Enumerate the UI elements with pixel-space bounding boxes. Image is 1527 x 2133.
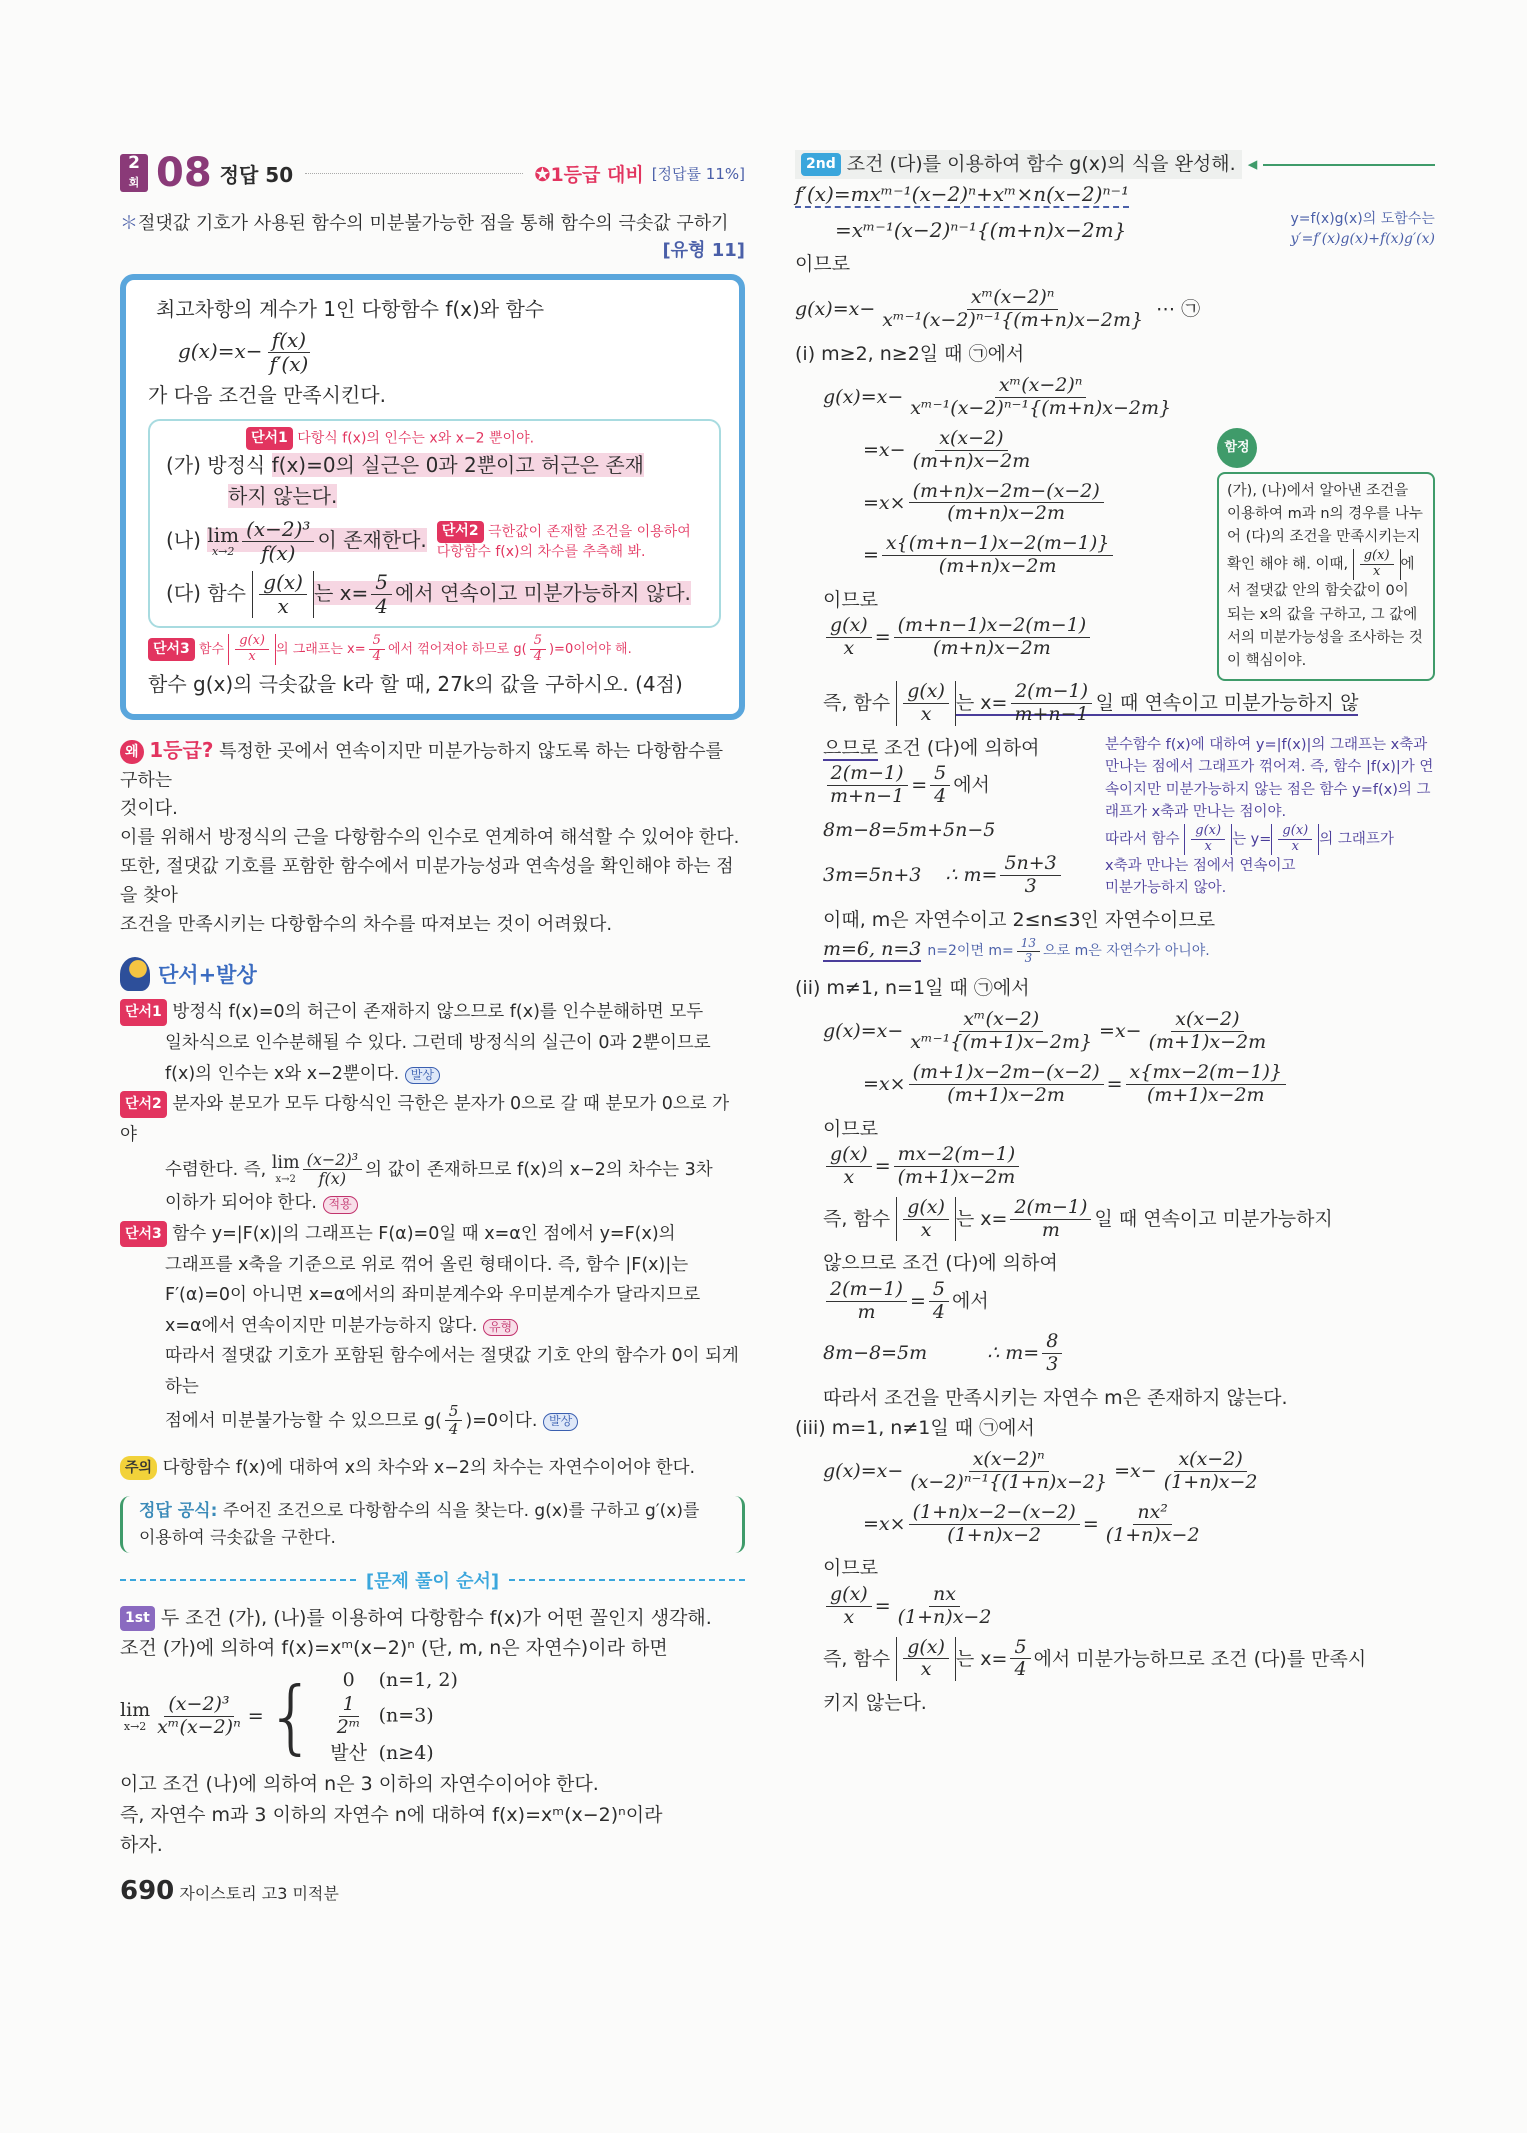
cii-m-num: 8: [1042, 1331, 1062, 1354]
case-1-value: 0: [342, 1668, 355, 1691]
clue-3-line-2: 그래프를 x축을 기준으로 위로 꺾어 올린 형태이다. 즉, 함수 |F(x)|는: [165, 1254, 689, 1275]
grade-label: [535, 160, 644, 187]
trap-line-1: (가), (나)에서 알아낸 조건을 이용하여 m과 n의 경우를 나누어 (다)의 조건을 만족시키는지 확인: [1227, 482, 1423, 573]
ci-s5: 조건 (다)에 의하여: [878, 736, 1040, 759]
ciii-e1b-den: (1+n)x−2: [1163, 1470, 1258, 1493]
conditions-box: [148, 419, 721, 628]
ci-den: xᵐ⁻¹(x−2)ⁿ⁻¹{(m+n)x−2m}: [910, 397, 1172, 420]
na-num: (x−2)³: [242, 518, 314, 542]
ciii-s4: 키지 않는다.: [823, 1692, 927, 1715]
trap-line-2b: 에서: [1227, 556, 1415, 600]
da-frac-den: 4: [375, 594, 388, 618]
ci-e2-den: (m+n)x−2m: [912, 449, 1031, 472]
side-note-2c: 의 그래프가: [1319, 831, 1394, 848]
ci-s1: 즉, 함수: [823, 691, 891, 714]
step-2-badge: 2nd: [801, 153, 841, 177]
asterisk-icon: ＊: [120, 213, 138, 234]
clue-3-badge: 단서3: [120, 1221, 167, 1248]
lim-sub: x→2: [211, 545, 235, 559]
cii-eqr-den: 4: [932, 1300, 945, 1323]
formula-label: 정답 공식:: [139, 1501, 218, 1522]
ci-gx-den: x: [843, 637, 855, 660]
hint-3-c: 에서 꺾어져야 하므로 g: [387, 641, 522, 657]
clue-3-line-3: F′(α)=0이 아니면 x=α에서의 좌미분계수와 우미분계수가 달라지므로: [165, 1285, 701, 1306]
ciii-e1b: =x−: [1114, 1459, 1157, 1482]
cii-e1b-num: x(x−2): [1171, 1009, 1243, 1032]
case-iii-heading: (iii) m=1, n≠1일 때 ㉠에서: [795, 1416, 1035, 1439]
condition-ga: [166, 450, 707, 512]
why-section: [120, 734, 745, 940]
ciii-lhs: g(x)=x−: [823, 1459, 904, 1482]
problem-box: [120, 274, 745, 720]
hint-3-fn: 5: [369, 634, 385, 650]
round-number: 2: [128, 153, 140, 173]
hint-2-badge: 단서2: [437, 521, 484, 543]
cii-s2: 는 x=: [955, 1207, 1008, 1230]
condition-na: [166, 518, 427, 565]
fprime-line-2: =xᵐ⁻¹(x−2)ⁿ⁻¹{(m+n)x−2m}: [835, 217, 1127, 242]
ciii-x-den: 4: [1014, 1658, 1027, 1681]
step-2: [795, 150, 1435, 1719]
g-num: f(x): [268, 329, 310, 353]
clue-3-fd: 4: [448, 1419, 459, 1438]
trap-pin-icon: [1217, 428, 1257, 468]
ci-e3-num: (m+n)x−2m−(x−2): [909, 481, 1104, 504]
clue-2-tag: 적용: [323, 1196, 358, 1214]
case-2-den: 2ᵐ: [336, 1716, 361, 1739]
why-line-3: 이를 위해서 방정식의 근을 다항함수의 인수로 연계하여 해석할 수 있어야 한다.: [120, 827, 740, 849]
ci-line-1: 8m−8=5m+5n−5: [823, 818, 996, 841]
grade-text: 1등급 대비: [550, 163, 644, 186]
ciii-gx-den: x: [843, 1605, 855, 1628]
ciii-e1b-num: x(x−2): [1174, 1449, 1246, 1472]
hint-1-text: 다항식 f(x)의 인수는 x와 x−2 뿐이야.: [297, 430, 535, 447]
case-1-cond: (n=1, 2): [378, 1668, 458, 1691]
cii-s1: 즉, 함수: [823, 1207, 891, 1230]
g-den: f′(x): [269, 352, 309, 376]
clue-3-tag-2: 발상: [543, 1413, 578, 1431]
imro-2: 이므로: [823, 588, 879, 611]
round-badge: [120, 154, 148, 192]
side-note-2d: x축과 만나는 점에서 연속이고: [1105, 857, 1296, 874]
side-note-abs-graph: [1105, 734, 1435, 900]
clue-1: [120, 997, 745, 1089]
side-note-1: 분수함수 f(x)에 대하여 y=|f(x)|의 그래프는 x축과 만나는 점에서 그래프가 꺾어져. 즉, 함수 |f(x)|가 연속이지만 미분가능하지 않는 점은 함수 y=f(x)의 그래프가 x축과 만나는 점이야.: [1105, 736, 1434, 821]
trap-den: x: [1372, 564, 1381, 580]
clue-2-line-2b: 의 값이 존재하므로 f(x)의 x−2의 차수는 3차: [365, 1159, 713, 1180]
cii-eqr-num: 5: [929, 1279, 949, 1302]
lightbulb-head-icon: [120, 957, 150, 991]
correct-rate: [정답률 11%]: [651, 164, 745, 183]
cii-e2-lhs: =x×: [863, 1072, 906, 1095]
condition-da: [166, 571, 707, 618]
footer: [120, 1875, 745, 1909]
case-i-side-row: 으므로 조건 (다)에 의하여 $\frac{2(m-1)}{m+n-1}$ = $\frac{5}{4}$ 에서 8m−8=5m+5n−5 3m=5n+3 ∴ m= $\frac{5n+3}{3}$ 분수함수 f(x)에 대하여 y=|f(x)|의 그래프는 x축과 만나는 점에서 그래프가 꺾어져. 즉, 함수 |f(x)|가 연속이지만 미분가능하지 않는 점은 함수 y=f(x)의 그래프가 x축과 만나는 점이야. 따라서 함수 $\frac{g(x)}{x}$ 는 y= $\frac{g(x)}{x}$ 의 그래프가 x축과 만나는 점에서 연속이고 미분가능하지 않아.: [823, 734, 1435, 906]
cii-eq-den: m: [857, 1300, 876, 1323]
ci-eqr-num: 5: [930, 763, 950, 786]
ciii-r-den: (1+n)x−2: [897, 1605, 992, 1628]
trap-note: [1217, 472, 1435, 681]
clue-1-line-2: 일차식으로 인수분해될 수 있다. 그런데 방정식의 실근이 0과 2뿐이므로: [165, 1033, 711, 1054]
da-num: g(x): [259, 571, 307, 595]
case-i-equations: [795, 375, 1435, 966]
step-2-header: [795, 150, 1435, 179]
ci-e2-num: x(x−2): [935, 428, 1007, 451]
g-eq-1: [795, 287, 1435, 332]
ci-e4-lhs: =: [863, 544, 879, 567]
clue-1-tag: 발상: [405, 1067, 440, 1085]
ci-eq-den: m+n−1: [830, 785, 905, 808]
formula-line-2: 이용하여 극솟값을 구한다.: [139, 1527, 336, 1548]
clue-1-line-1: 방정식 f(x)=0의 허근이 존재하지 않으므로 f(x)를 인수분해하면 모두: [172, 1002, 704, 1023]
step-1: [120, 1603, 745, 1861]
ci-e3-lhs: =x×: [863, 491, 906, 514]
hint-2: [437, 521, 691, 562]
clue-3-fn: 5: [445, 1403, 463, 1421]
ci-e2-lhs: =x−: [863, 438, 906, 461]
trap-badge: 함정: [1224, 439, 1250, 455]
trap-connector-top: [1263, 164, 1435, 166]
note-line-2: y′=f′(x)g(x)+f(x)g′(x): [1290, 231, 1435, 248]
clue-2-line-3: 이하가 되어야 한다.: [165, 1193, 317, 1214]
caution: [120, 1454, 745, 1482]
why-title: 1등급?: [149, 737, 214, 762]
clues-body: [120, 997, 745, 1438]
cii-e1b: =x−: [1099, 1020, 1142, 1043]
case-3-value: 발산: [330, 1741, 367, 1764]
hint-3-den: x: [248, 648, 256, 664]
cii-gx-num: g(x): [826, 1144, 872, 1167]
cii-e2-den: (m+1)x−2m: [947, 1083, 1065, 1106]
g-den: xᵐ⁻¹(x−2)ⁿ⁻¹{(m+n)x−2m}: [882, 308, 1144, 331]
trap-line-2a: 해야 해. 이때,: [1259, 556, 1349, 573]
step-1-num: (x−2)³: [164, 1694, 233, 1717]
ci-e4-num: x{(m+n−1)x−2(m−1)}: [882, 533, 1113, 556]
step-2-title: 조건 (다)를 이용하여 함수 g(x)의 식을 완성해.: [846, 153, 1236, 175]
cii-line-1: 8m−8=5m: [823, 1342, 928, 1365]
case-ii-equations: g(x)=x− $\frac{\text{xᵐ(x−2)}}{\text{xᵐ⁻¹\{(m+1)x−2m\}}}$ =x− $\frac{x(x-2)}{(m+1)x-2m}$ =x× $\frac{(m+1)x-2m-(x-2)}{(m+1)x-2m}$ = $\frac{x\{mx-2(m-1)\}}{(m+1)x-2m}$ 이므로 $\frac{g(x)}{x}$ = $\frac{mx-2(m-1)}{(m+1)x-2m}$ 즉, 함수 $\frac{g(x)}{x}$ 는 x= $\frac{2(m-1)}{m}$ 일 때 연속이고 미분가능하지 않으므로 조건 (다)에 의하여 $\frac{2(m-1)}{m}$ = $\frac{5}{4}$ 에서 8m−8=5m ∴ m= $\frac{8}{3}$ 따라서 조건을 만족시키는 자연수 m은 존재하지 않는다.: [795, 1009, 1435, 1413]
ci-eqr-den: 4: [934, 785, 947, 808]
hint-3-b: 의 그래프는 x=: [276, 641, 366, 657]
ciii-e1-num: x(x−2)ⁿ: [969, 1449, 1049, 1472]
ci-x-num: 2(m−1): [1011, 681, 1092, 704]
ci-line-2b: ∴ m=: [945, 864, 998, 887]
step-1-den: xᵐ(x−2)ⁿ: [157, 1716, 241, 1739]
step-1-sub: x→2: [123, 1719, 147, 1733]
clue-2-den: f(x): [318, 1168, 347, 1188]
clue-3-line-6a: 점에서 미분불가능할 수 있으므로 g: [165, 1410, 436, 1431]
hint-3-fd2: 4: [533, 648, 542, 664]
type-tag: [유형 11]: [662, 240, 745, 261]
ci-line-2: 3m=5n+3: [823, 864, 922, 887]
ci-r-num: (m+n−1)x−2(m−1): [894, 615, 1091, 638]
cii-e1b-den: (m+1)x−2m: [1148, 1031, 1267, 1054]
problem-intro: 최고차항의 계수가 1인 다항함수 f(x)와 함수: [156, 297, 545, 321]
round-label: 회: [128, 176, 140, 189]
ci-r-den: (m+n)x−2m: [933, 637, 1051, 660]
ci-note-a: n=2이면 m=: [927, 943, 1014, 960]
case-iii-equations: g(x)=x− $\frac{\text{x(x−2)ⁿ}}{\text{(x−2)ⁿ⁻¹\{(1+n)x−2\}}}$ =x− $\frac{x(x-2)}{(1+n)x-2}$ =x× $\frac{(1+n)x-2-(x-2)}{(1+n)x-2}$ = $\frac{\text{nx²}}{(1+n)x-2}$ 이므로 $\frac{g(x)}{x}$ = $\frac{nx}{(1+n)x-2}$ 즉, 함수 $\frac{g(x)}{x}$ 는 x= $\frac{5}{4}$ 에서 미분가능하므로 조건 (다)를 만족시 키지 않는다.: [795, 1449, 1435, 1719]
ci-lhs: g(x)=x−: [823, 386, 904, 409]
cii-e1-den: xᵐ⁻¹{(m+1)x−2m}: [910, 1031, 1093, 1054]
ciii-gx-num: g(x): [826, 1584, 872, 1607]
case-ii-heading: (ii) m≠1, n=1일 때 ㉠에서: [795, 976, 1030, 999]
formula-line-1: 주어진 조건으로 다항함수의 식을 찾는다. g(x)를 구하고 g′(x)를: [222, 1501, 700, 1522]
topic: [120, 210, 745, 237]
g-lhs: g(x)=x−: [178, 339, 263, 363]
da-tail: 에서 연속이고 미분가능하지 않다.: [395, 581, 691, 605]
case-2-num: 1: [339, 1694, 359, 1717]
imro-1: 이므로: [795, 252, 851, 275]
clues-title: [120, 957, 745, 991]
cii-e2b-den: (m+1)x−2m: [1146, 1083, 1265, 1106]
ci-note-den: 3: [1024, 950, 1033, 965]
hint-3-badge: 단서3: [148, 638, 195, 661]
cii-abs-num: g(x): [903, 1197, 949, 1220]
clue-3: 단서3 함수 y=|F(x)|의 그래프는 F(α)=0일 때 x=α인 점에서 y=F(x)의 그래프를 x축을 기준으로 위로 꺾어 올린 형태이다. 즉, 함수 |F(x)|는 F′(α)=0이 아니면 x=α에서의 좌미분계수와 우미분계수가 달라지므로 x=α에서 연속이지만 미분가능하지 않다. 유형 따라서 절댓값 기호가 포함된 함수에서는 절댓값 기호 안의 함수가 0이 되게 하는 점에서 미분불가능할 수 있으므로 g( $\frac{5}{4}$ )=0이다. 발상: [120, 1219, 745, 1438]
hint-3-d: =0이어야 해.: [554, 641, 632, 657]
cii-r-den: (m+1)x−2m: [897, 1165, 1016, 1188]
hint-2-line-2: 다항함수 f(x)의 차수를 추측해 봐.: [436, 543, 646, 560]
cii-m-den: 3: [1046, 1353, 1059, 1376]
problem-satisfy: 가 다음 조건을 만족시킨다.: [148, 383, 386, 407]
ciii-e2b-num: nx²: [1133, 1502, 1172, 1525]
clues-title-text: 단서+발상: [158, 963, 257, 988]
ciii-s2: 는 x=: [955, 1647, 1008, 1670]
step-1-line-3: 즉, 자연수 m과 3 이하의 자연수 n에 대하여 f(x)=xᵐ(x−2)ⁿ이라: [120, 1803, 663, 1826]
imro-3: 이므로: [823, 1117, 879, 1140]
g-num: xᵐ(x−2)ⁿ: [967, 287, 1059, 310]
ga-text-2: 하지 않는다.: [228, 484, 338, 508]
hint-1-badge: 단서1: [246, 427, 293, 450]
hint-3-fn2: 5: [530, 634, 546, 650]
ciii-abs-den: x: [920, 1658, 932, 1681]
clue-3-line-1: 함수 y=|F(x)|의 그래프는 F(α)=0일 때 x=α인 점에서 y=F(x)의: [172, 1223, 676, 1244]
why-badge: 왜: [120, 740, 144, 764]
ci-m-den: 3: [1024, 875, 1037, 898]
g-lhs: g(x)=x−: [795, 297, 876, 320]
side-den-2: x: [1291, 838, 1299, 854]
side-num-1: g(x): [1191, 824, 1225, 840]
ci-abs-den: x: [920, 702, 932, 725]
ci-s4: 으므로: [823, 736, 879, 759]
hint-3-num: g(x): [235, 634, 269, 650]
caution-text: 다항함수 f(x)에 대하여 x의 차수와 x−2의 차수는 자연수이어야 한다.: [162, 1458, 696, 1479]
step-1-badge: 1st: [120, 1606, 155, 1630]
ci-note-num: 13: [1017, 937, 1040, 952]
da-label: (다) 함수: [166, 581, 246, 605]
ciii-e2-num: (1+n)x−2−(x−2): [909, 1502, 1080, 1525]
trap-area: [1217, 428, 1435, 681]
left-column: [120, 150, 745, 1908]
clue-1-line-3: f(x)의 인수는 x와 x−2뿐이다.: [165, 1063, 400, 1084]
cii-r-num: mx−2(m−1): [894, 1144, 1020, 1167]
trap-num: g(x): [1360, 549, 1394, 565]
step-1-line-2: 이고 조건 (나)에 의하여 n은 3 이하의 자연수이어야 한다.: [120, 1773, 599, 1796]
da-mid: 는 x=: [313, 581, 369, 605]
hint-3: 단서3 함수 $\frac{g(x)}{x}$ 의 그래프는 x= $\frac{5}{4}$ 에서 꺾어져야 하므로 g( $\frac{5}{4}$ )=0이어야 해.: [148, 634, 721, 665]
ciii-e2-den: (1+n)x−2: [947, 1523, 1042, 1546]
trap-line-3: 절댓값 안의 함숫값이 0이 되는 x의 값을 구하고, 그 값에서의 미분가능성을 조사하는 것이 핵심이야.: [1227, 583, 1423, 669]
da-den: x: [277, 594, 289, 618]
condition-na-row: [166, 518, 707, 565]
cii-x-den: m: [1041, 1218, 1060, 1241]
ci-eq-tail: 에서: [953, 774, 990, 797]
divider-line-right: [509, 1579, 745, 1581]
limit-cases: lim x→2 $\frac{\text{(x−2)³}}{\text{xᵐ(x−2)ⁿ}}$ = { 0 (n=1, 2) $\frac{1}{\text{2ᵐ}}$ (n=3) 발산 (n≥4): [120, 1666, 745, 1768]
product-rule-note: [1291, 210, 1435, 249]
ci-num: xᵐ(x−2)ⁿ: [995, 375, 1087, 398]
book-title: 자이스토리 고3 미적분: [179, 1883, 339, 1903]
why-line-4: 또한, 절댓값 기호를 포함한 함수에서 미분가능성과 연속성을 확인해야 하는 점을 찾아: [120, 856, 734, 906]
side-note-2b: 는 y=: [1232, 831, 1272, 848]
case-2-cond: (n=3): [378, 1704, 434, 1727]
why-line-1: 특정한 곳에서 연속이지만 미분가능하지 않도록 하는 다항함수를 구하는: [120, 740, 723, 791]
case-3-cond: (n≥4): [378, 1741, 434, 1764]
clue-2-lim: lim: [271, 1153, 300, 1174]
divider-line-left: [120, 1579, 356, 1581]
hint-2-line-1: 극한값이 존재할 조건을 이용하여: [488, 523, 691, 540]
problem-header: [120, 150, 745, 196]
na-tail: 이 존재한다.: [317, 528, 427, 552]
clue-2-num: (x−2)³: [303, 1151, 363, 1170]
ciii-e1-den: (x−2)ⁿ⁻¹{(1+n)x−2}: [910, 1470, 1108, 1493]
g-tag: ⋯ ㉠: [1156, 297, 1201, 320]
step-1-line-4: 하자.: [120, 1834, 163, 1857]
page-number: 690: [120, 1875, 175, 1906]
why-line-2: 것이다.: [120, 798, 178, 820]
cii-x-num: 2(m−1): [1010, 1197, 1091, 1220]
ciii-r-num: nx: [929, 1584, 960, 1607]
caution-badge: 주의: [120, 1456, 157, 1480]
clue-1-badge: 단서1: [120, 999, 167, 1026]
ciii-abs-num: g(x): [903, 1637, 949, 1660]
cii-e2-num: (m+1)x−2m−(x−2): [909, 1062, 1104, 1085]
da-frac-num: 5: [371, 571, 392, 595]
hint-3-a: 함수: [198, 641, 225, 657]
ci-e3-den: (m+n)x−2m: [947, 502, 1066, 525]
clue-2-badge: 단서2: [120, 1091, 167, 1118]
clue-2-line-2a: 수렴한다. 즉,: [165, 1159, 267, 1180]
step-1-lim: lim: [120, 1699, 151, 1722]
cii-eq-tail: 에서: [951, 1289, 989, 1312]
cii-eq-num: 2(m−1): [826, 1279, 907, 1302]
fprime-line-1: f′(x)=mxᵐ⁻¹(x−2)ⁿ+xᵐ×n(x−2)ⁿ⁻¹: [795, 182, 1130, 207]
cii-abs-den: x: [920, 1218, 932, 1241]
step-1-line-1: 조건 (가)에 의하여 f(x)=xᵐ(x−2)ⁿ (단, m, n은 자연수)이라 하면: [120, 1637, 668, 1660]
ci-line-3: 이때, m은 자연수이고 2≤n≤3인 자연수이므로: [823, 909, 1216, 931]
g-definition: [148, 329, 721, 376]
topic-text: 절댓값 기호가 사용된 함수의 미분불가능한 점을 통해 함수의 극솟값 구하기: [138, 213, 729, 234]
cii-s3: 일 때 연속이고 미분가능하지: [1094, 1207, 1333, 1230]
ci-m-num: 5n+3: [1000, 853, 1060, 876]
side-den-1: x: [1204, 838, 1212, 854]
hint-1: [166, 427, 707, 450]
ci-x-den: m+n−1: [1014, 702, 1089, 725]
case-i-trap-row: [823, 428, 1435, 681]
imro-4: 이므로: [823, 1557, 879, 1580]
cii-line-2: 따라서 조건을 만족시키는 자연수 m은 존재하지 않는다.: [823, 1387, 1288, 1410]
na-label: (나): [166, 528, 201, 552]
ci-e4-den: (m+n)x−2m: [938, 555, 1057, 578]
ciii-s3: 에서 미분가능하므로 조건 (다)를 만족시: [1033, 1647, 1367, 1670]
solution-order-title: [문제 풀이 순서]: [365, 1570, 500, 1592]
brace-icon: {: [265, 1669, 317, 1763]
note-line-1: y=f(x)g(x)의 도함수는: [1290, 211, 1435, 228]
clue-3-line-5: 따라서 절댓값 기호가 포함된 함수에서는 절댓값 기호 안의 함수가 0이 되게 하는: [165, 1346, 739, 1398]
cii-line-1b: ∴ m=: [987, 1342, 1040, 1365]
side-note-2a: 따라서 함수: [1105, 831, 1180, 848]
na-den: f(x): [261, 541, 296, 565]
ci-note-b: 으로 m은 자연수가 아니야.: [1043, 943, 1210, 960]
clue-3-tag: 유형: [483, 1319, 518, 1337]
ci-abs-num: g(x): [903, 681, 949, 704]
side-note-2e: 미분가능하지 않아.: [1105, 879, 1227, 896]
ci-s3: 일 때 연속이고 미분가능하지 않: [1095, 691, 1359, 714]
lim: lim: [207, 523, 240, 548]
ciii-e2b-den: (1+n)x−2: [1105, 1523, 1200, 1546]
clue-2-sub: x→2: [275, 1173, 296, 1185]
solution-order-divider: [120, 1567, 745, 1593]
clue-3-line-6b: =0이다.: [472, 1410, 538, 1431]
answer-formula: [120, 1496, 745, 1553]
cii-s4: 않으므로 조건 (다)에 의하여: [823, 1252, 1058, 1275]
cii-e1-num: xᵐ(x−2): [959, 1009, 1043, 1032]
ci-eq: =: [874, 626, 891, 649]
ga-text: f(x)=0의 실근은 0과 2뿐이고 허근은 존재: [271, 453, 644, 477]
clue-2-line-1: 분자와 분모가 모두 다항식인 극한은 분자가 0으로 갈 때 분모가 0으로 가야: [120, 1094, 730, 1145]
problem-question: 함수 g(x)의 극솟값을 k라 할 때, 27k의 값을 구하시오. (4점): [148, 671, 683, 696]
hint-3-fd: 4: [372, 648, 381, 664]
cii-gx-den: x: [843, 1165, 855, 1188]
dotted-leader: [305, 173, 522, 174]
ci-gx-num: g(x): [826, 615, 872, 638]
clue-3-line-4: x=α에서 연속이지만 미분가능하지 않다.: [165, 1315, 478, 1336]
case-i-heading: (i) m≥2, n≥2일 때 ㉠에서: [795, 342, 1025, 365]
ci-answer: m=6, n=3: [823, 938, 922, 961]
ga-label: (가) 방정식: [166, 453, 266, 477]
cii-e2b-num: x{mx−2(m−1)}: [1126, 1062, 1286, 1085]
clue-2: [120, 1089, 745, 1219]
ciii-e2-lhs: =x×: [863, 1512, 906, 1535]
ciii-x-num: 5: [1010, 1637, 1030, 1660]
cii-lhs: g(x)=x−: [823, 1020, 904, 1043]
ci-eq-num: 2(m−1): [827, 763, 908, 786]
why-line-5: 조건을 만족시키는 다항함수의 차수를 따져보는 것이 어려웠다.: [120, 913, 613, 935]
ciii-s1: 즉, 함수: [823, 1647, 891, 1670]
side-num-2: g(x): [1278, 824, 1312, 840]
arrow-left-icon: ◂: [1247, 153, 1258, 175]
star-icon: ✪: [534, 163, 551, 186]
ci-s2: 는 x=: [955, 691, 1008, 714]
step-1-title: 두 조건 (가), (나)를 이용하여 다항함수 f(x)가 어떤 꼴인지 생각해.: [160, 1606, 712, 1629]
problem-number: 08: [156, 150, 212, 196]
answer-label: 정답 50: [219, 162, 294, 187]
